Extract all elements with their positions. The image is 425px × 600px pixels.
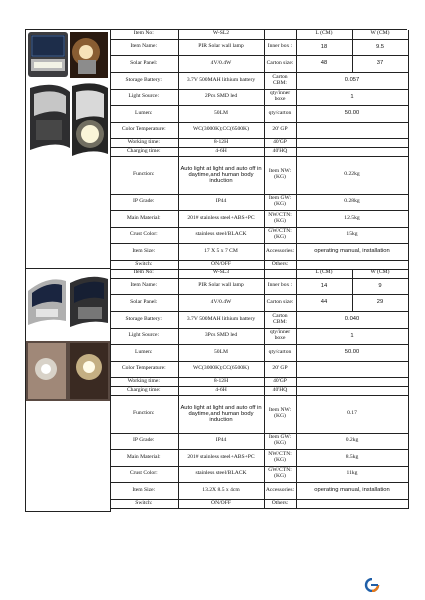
product-block-w-sl3 (25, 269, 407, 512)
table-row (110, 89, 408, 105)
inner-box-label: Inner box : (264, 39, 296, 55)
table-row (110, 269, 408, 278)
light-source-value: 2Pcs SMD led (178, 89, 264, 105)
qty-inner-value: 1 (296, 89, 408, 105)
switch-label: Switch: (110, 499, 178, 508)
item-size-label: Item Size: (110, 482, 178, 499)
item-nw-label: Item NW:(KG) (264, 395, 296, 433)
accessories-label: Accessories: (264, 482, 296, 499)
table-row (110, 55, 408, 72)
crust-color-value: stainless steel/BLACK (178, 227, 264, 243)
accessories-label: Accessories: (264, 243, 296, 260)
lamp-photo-w-sl3 (26, 269, 110, 512)
table-row (110, 433, 408, 449)
storage-battery-value: 3.7V 500MAH lithium battery (178, 311, 264, 328)
table-row (110, 377, 408, 386)
storage-battery-label: Storage Battery: (110, 311, 178, 328)
table-row (110, 147, 408, 156)
item-name-value: PIR Solar wall lamp (178, 39, 264, 55)
function-label: Function: (110, 395, 178, 433)
ip-grade-value: IP44 (178, 194, 264, 210)
carton-size-l: 48 (296, 55, 352, 72)
working-time-value: 8-12H (178, 377, 264, 386)
gw-ctn-value: 15kg (296, 227, 408, 243)
qty-carton-label: qty/carton (264, 344, 296, 361)
nw-ctn-value: 8.5kg (296, 449, 408, 466)
switch-value: ON/OFF (178, 499, 264, 508)
table-row (110, 466, 408, 482)
storage-battery-value: 3.7V 500MAH lithium battery (178, 72, 264, 89)
w-cm-header: W (CM) (352, 30, 408, 39)
solar-panel-value: 4V/0.4W (178, 55, 264, 72)
table-row (110, 328, 408, 344)
container-40hq-value (296, 147, 408, 156)
item-no-label: Item No: (110, 269, 178, 278)
crust-color-value: stainless steel/BLACK (178, 466, 264, 482)
table-row (110, 395, 408, 433)
lumen-label: Lumen: (110, 105, 178, 122)
others-value (296, 499, 408, 508)
lamp-photo-w-sl2 (26, 30, 110, 269)
table-row (110, 194, 408, 210)
spec-table-w-sl2 (110, 30, 409, 270)
item-nw-value: 0.22kg (296, 156, 408, 194)
container-20gp-value (296, 361, 408, 377)
carton-size-w: 37 (352, 55, 408, 72)
spec-table-w-sl3 (110, 269, 409, 509)
carton-cbm-value: 0.040 (296, 311, 408, 328)
function-label: Function: (110, 156, 178, 194)
crust-color-label: Crust Color: (110, 227, 178, 243)
table-row (110, 344, 408, 361)
table-row (110, 227, 408, 243)
light-source-label: Light Source: (110, 328, 178, 344)
table-row (110, 39, 408, 55)
gw-ctn-value: 11kg (296, 466, 408, 482)
gw-ctn-label: GW/CTN:(KG) (264, 227, 296, 243)
container-20gp-label: 20' GP (264, 361, 296, 377)
solar-panel-value: 4V/0.4W (178, 294, 264, 311)
lumen-value: 50LM (178, 344, 264, 361)
item-size-value: 17 X 5 x 7 CM (178, 243, 264, 260)
table-row (110, 311, 408, 328)
charging-time-label: Charging time: (110, 147, 178, 156)
solar-panel-label: Solar Panel: (110, 55, 178, 72)
table-row (110, 156, 408, 194)
item-gw-value: 0.2kg (296, 433, 408, 449)
item-name-label: Item Name: (110, 39, 178, 55)
light-source-label: Light Source: (110, 89, 178, 105)
item-no-value: W-SL2 (178, 30, 264, 39)
item-no-value: W-SL3 (178, 269, 264, 278)
others-label: Others: (264, 260, 296, 269)
table-row (110, 361, 408, 377)
inner-box-label: Inner box : (264, 278, 296, 294)
color-temperature-value: WC(3000K);CC(6500K) (178, 361, 264, 377)
container-40gp-label: 40'GP (264, 377, 296, 386)
table-row (110, 482, 408, 499)
qty-carton-label: qty/carton (264, 105, 296, 122)
function-value: Auto light at light and auto off in daytime,and human body induction (178, 395, 264, 433)
color-temperature-value: WC(3000K);CC(6500K) (178, 122, 264, 138)
item-no-label: Item No: (110, 30, 178, 39)
ip-grade-label: IP Grade: (110, 194, 178, 210)
item-gw-value: 0.28kg (296, 194, 408, 210)
main-material-label: Main Material: (110, 449, 178, 466)
table-row (110, 105, 408, 122)
accessories-value: operating manual, installation (296, 243, 408, 260)
carton-size-l: 44 (296, 294, 352, 311)
container-20gp-value (296, 122, 408, 138)
others-label: Others: (264, 499, 296, 508)
main-material-value: 201# stainless steel+ABS+PC (178, 449, 264, 466)
item-nw-label: Item NW:(KG) (264, 156, 296, 194)
carton-cbm-label: Carton CBM: (264, 311, 296, 328)
charging-time-value: 4-6H (178, 147, 264, 156)
item-name-value: PIR Solar wall lamp (178, 278, 264, 294)
item-gw-label: Item GW:(KG) (264, 194, 296, 210)
carton-size-label: Carton size: (264, 55, 296, 72)
nw-ctn-label: NW/CTN:(KG) (264, 210, 296, 227)
item-name-label: Item Name: (110, 278, 178, 294)
qty-inner-label: qty/inner boxe (264, 328, 296, 344)
working-time-label: Working time: (110, 377, 178, 386)
item-gw-label: Item GW:(KG) (264, 433, 296, 449)
table-row (110, 72, 408, 89)
table-row (110, 278, 408, 294)
product-photo-w-sl3 (26, 269, 111, 512)
qty-inner-label: qty/inner boxe (264, 89, 296, 105)
nw-ctn-value: 12.5kg (296, 210, 408, 227)
light-source-value: 3Pcs SMD led (178, 328, 264, 344)
lumen-value: 50LM (178, 105, 264, 122)
inner-box-w: 9.5 (352, 39, 408, 55)
main-material-label: Main Material: (110, 210, 178, 227)
container-40hq-label: 40'HQ (264, 386, 296, 395)
accessories-value: operating manual, installation (296, 482, 408, 499)
color-temperature-label: Color Temperature: (110, 361, 178, 377)
main-material-value: 201# stainless steel+ABS+PC (178, 210, 264, 227)
qty-carton-value: 50.00 (296, 344, 408, 361)
switch-label: Switch: (110, 260, 178, 269)
inner-box-l: 18 (296, 39, 352, 55)
carton-size-w: 29 (352, 294, 408, 311)
charging-time-label: Charging time: (110, 386, 178, 395)
table-row (110, 386, 408, 395)
product-block-w-sl2 (25, 29, 407, 269)
table-row (110, 449, 408, 466)
lumen-label: Lumen: (110, 344, 178, 361)
w-cm-header: W (CM) (352, 269, 408, 278)
function-value: Auto light at light and auto off in daytime,and human body induction (178, 156, 264, 194)
table-row (110, 30, 408, 39)
working-time-value: 8-12H (178, 138, 264, 147)
container-40hq-value (296, 386, 408, 395)
others-value (296, 260, 408, 269)
qty-carton-value: 50.00 (296, 105, 408, 122)
table-row (110, 138, 408, 147)
company-logo-icon (362, 578, 382, 592)
carton-cbm-value: 0.057 (296, 72, 408, 89)
nw-ctn-label: NW/CTN:(KG) (264, 449, 296, 466)
inner-box-w: 9 (352, 278, 408, 294)
table-row (110, 499, 408, 508)
spec-sheet (25, 29, 407, 512)
item-size-label: Item Size: (110, 243, 178, 260)
qty-inner-value: 1 (296, 328, 408, 344)
table-row (110, 243, 408, 260)
table-row (110, 122, 408, 138)
product-photo-w-sl2 (26, 30, 111, 269)
charging-time-value: 4-6H (178, 386, 264, 395)
switch-value: ON/OFF (178, 260, 264, 269)
carton-cbm-label: Carton CBM: (264, 72, 296, 89)
ip-grade-label: IP Grade: (110, 433, 178, 449)
carton-size-label: Carton size: (264, 294, 296, 311)
table-row (110, 210, 408, 227)
storage-battery-label: Storage Battery: (110, 72, 178, 89)
table-row (110, 294, 408, 311)
container-20gp-label: 20' GP (264, 122, 296, 138)
crust-color-label: Crust Color: (110, 466, 178, 482)
l-cm-header: L (CM) (296, 269, 352, 278)
working-time-label: Working time: (110, 138, 178, 147)
container-40gp-label: 40'GP (264, 138, 296, 147)
container-40hq-label: 40'HQ (264, 147, 296, 156)
l-cm-header: L (CM) (296, 30, 352, 39)
solar-panel-label: Solar Panel: (110, 294, 178, 311)
container-40gp-value (296, 138, 408, 147)
item-size-value: 13.2X 8.5 x 4cm (178, 482, 264, 499)
ip-grade-value: IP44 (178, 433, 264, 449)
item-nw-value: 0.17 (296, 395, 408, 433)
table-row (110, 260, 408, 269)
color-temperature-label: Color Temperature: (110, 122, 178, 138)
inner-box-l: 14 (296, 278, 352, 294)
container-40gp-value (296, 377, 408, 386)
gw-ctn-label: GW/CTN:(KG) (264, 466, 296, 482)
